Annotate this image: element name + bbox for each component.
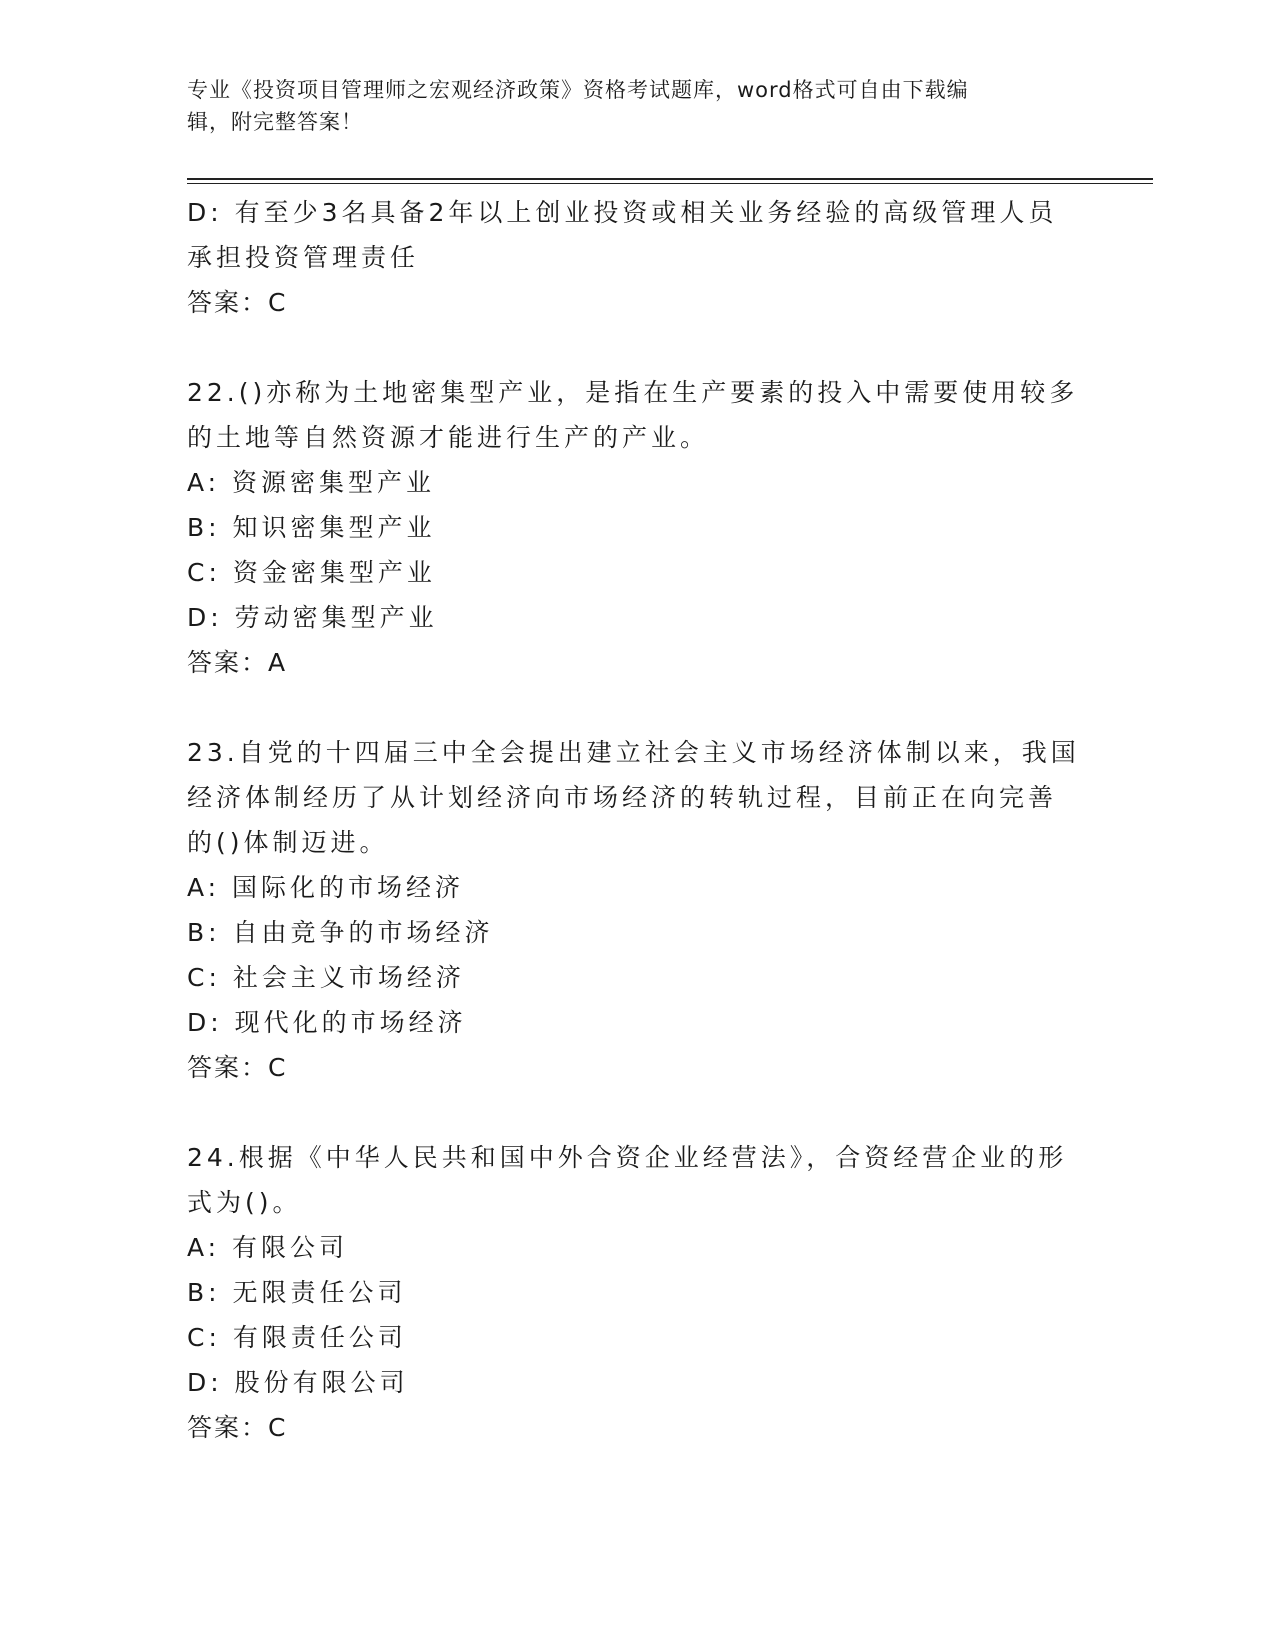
- option-b: B: 无限责任公司: [187, 1278, 407, 1307]
- question-stem-line: 23.自党的十四届三中全会提出建立社会主义市场经济体制以来，我国: [187, 738, 1080, 767]
- question-stem-line: 经济体制经历了从计划经济向市场经济的转轨过程，目前正在向完善: [187, 783, 1058, 812]
- document-header: [187, 74, 1067, 138]
- spacer: [187, 685, 1087, 730]
- option-d: D: 有至少3名具备2年以上创业投资或相关业务经验的高级管理人员: [187, 198, 1058, 227]
- question-23: [187, 730, 1087, 1090]
- question-stem-line: 式为()。: [187, 1188, 302, 1217]
- question-24: [187, 1135, 1087, 1450]
- option-c: C: 资金密集型产业: [187, 558, 436, 587]
- answer-line: 答案：C: [187, 1413, 288, 1442]
- option-c: C: 有限责任公司: [187, 1323, 407, 1352]
- header-divider-thin: [187, 183, 1153, 184]
- answer-line: 答案：C: [187, 288, 288, 317]
- option-a: A: 有限公司: [187, 1233, 349, 1262]
- option-d: D: 现代化的市场经济: [187, 1008, 467, 1037]
- option-d: D: 股份有限公司: [187, 1368, 409, 1397]
- header-line-1: 专业《投资项目管理师之宏观经济政策》资格考试题库，word格式可自由下载编: [187, 78, 969, 102]
- option-d: D: 劳动密集型产业: [187, 603, 438, 632]
- header-divider-thick: [187, 178, 1153, 180]
- option-b: B: 知识密集型产业: [187, 513, 436, 542]
- option-b: B: 自由竞争的市场经济: [187, 918, 494, 947]
- question-stem-line: 22.()亦称为土地密集型产业，是指在生产要素的投入中需要使用较多: [187, 378, 1079, 407]
- spacer: [187, 1090, 1087, 1135]
- question-content: [187, 190, 1087, 1450]
- header-line-2: 辑，附完整答案！: [187, 110, 363, 134]
- question-stem-line: 的土地等自然资源才能进行生产的产业。: [187, 423, 710, 452]
- option-d-continued: 承担投资管理责任: [187, 243, 420, 272]
- spacer: [187, 325, 1087, 370]
- question-stem-line: 24.根据《中华人民共和国中外合资企业经营法》，合资经营企业的形: [187, 1143, 1068, 1172]
- option-c: C: 社会主义市场经济: [187, 963, 465, 992]
- question-stem-line: 的()体制迈进。: [187, 828, 389, 857]
- question-22: [187, 370, 1087, 685]
- option-a: A: 资源密集型产业: [187, 468, 436, 497]
- answer-line: 答案：A: [187, 648, 288, 677]
- option-a: A: 国际化的市场经济: [187, 873, 465, 902]
- answer-line: 答案：C: [187, 1053, 288, 1082]
